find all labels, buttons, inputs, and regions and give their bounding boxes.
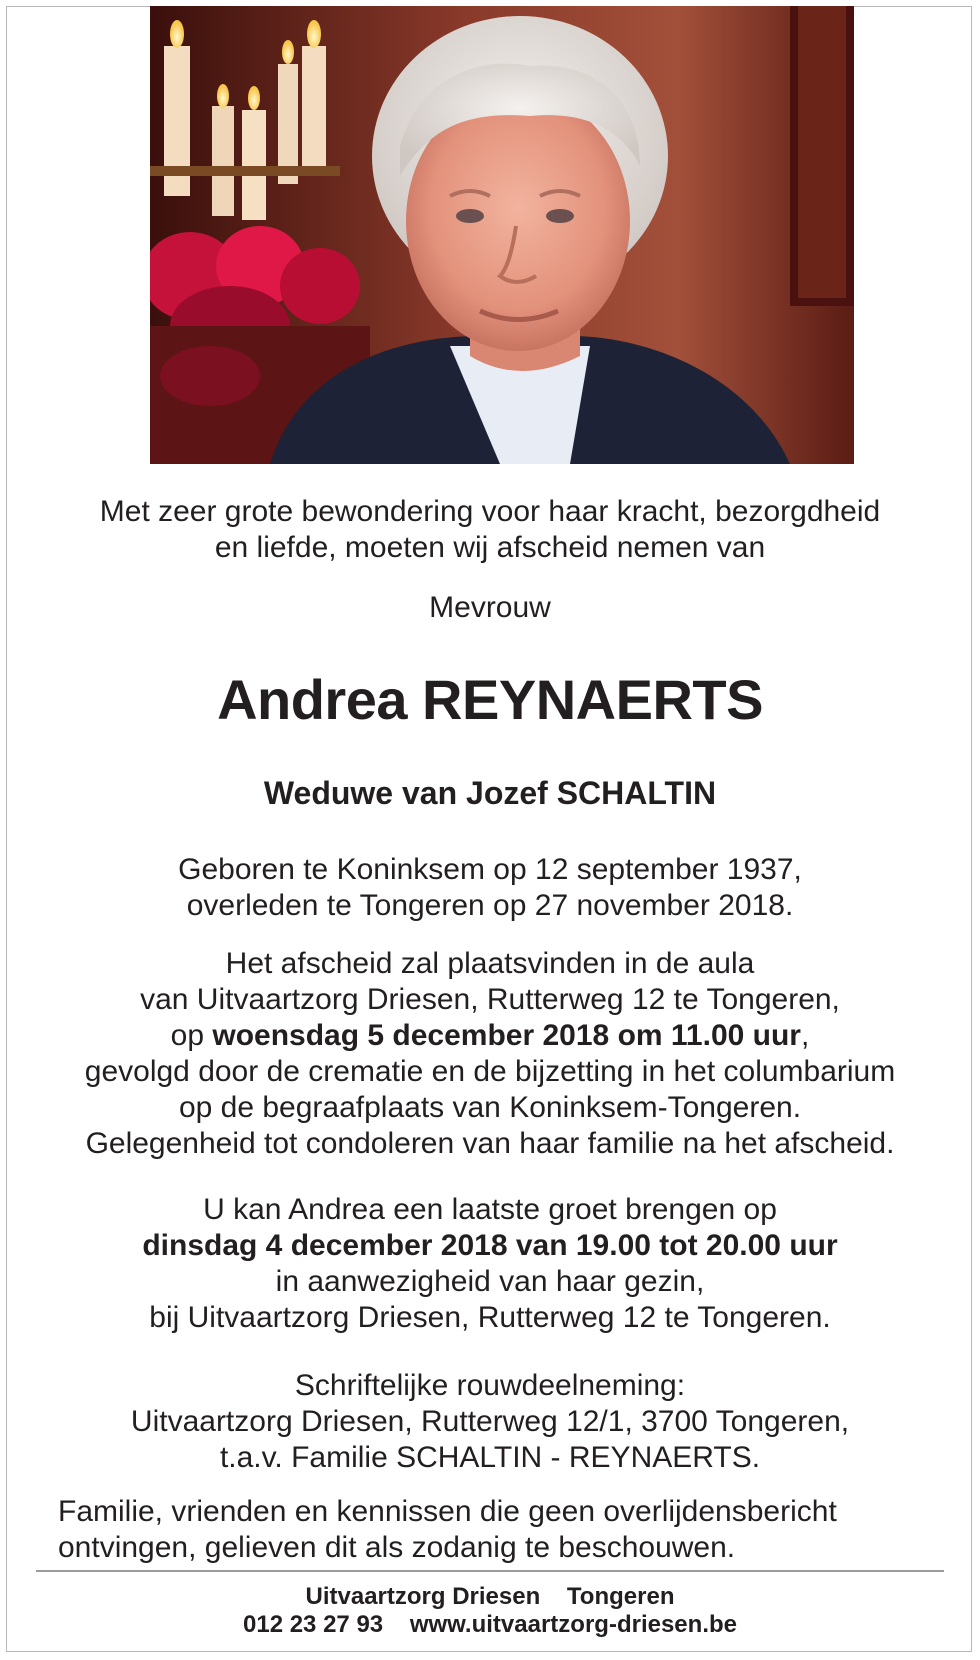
footer-line-1 — [0, 1583, 980, 1611]
condolence-line-3: t.a.v. Familie SCHALTIN - REYNAERTS. — [219, 1441, 761, 1474]
notice-line-1: Familie, vrienden en kennissen die geen overlijdensbericht — [58, 1495, 837, 1528]
ceremony-date: woensdag 5 december 2018 om 11.00 uur — [212, 1019, 801, 1052]
ceremony-line-1: Het afscheid zal plaatsvinden in de aula — [225, 947, 755, 980]
ceremony-line-4: gevolgd door de crematie en de bijzetting in het columbarium — [84, 1055, 896, 1088]
ceremony-line-3: op woensdag 5 december 2018 om 11.00 uur, — [170, 1019, 810, 1052]
intro-line-1: Met zeer grote bewondering voor haar kracht, bezorgdheid — [99, 495, 881, 528]
footer-phone: 012 23 27 93 — [243, 1611, 384, 1638]
portrait-photo — [150, 6, 854, 464]
footer-website: www.uitvaartzorg-driesen.be — [409, 1611, 737, 1638]
visit-line-4: bij Uitvaartzorg Driesen, Rutterweg 12 te Tongeren. — [149, 1301, 831, 1334]
footer-city: Tongeren — [566, 1583, 675, 1610]
death-line: overleden te Tongeren op 27 november 2018. — [186, 889, 794, 922]
visit-line-1: U kan Andrea een laatste groet brengen op — [203, 1193, 777, 1226]
condolence-line-1: Schriftelijke rouwdeelneming: — [294, 1369, 686, 1402]
visit-line-3: in aanwezigheid van haar gezin, — [275, 1265, 705, 1298]
honorific: Mevrouw — [429, 591, 551, 624]
ceremony-line-2: van Uitvaartzorg Driesen, Rutterweg 12 te Tongeren, — [140, 983, 840, 1016]
ceremony-line-5: op de begraafplaats van Koninksem-Tongeren. — [178, 1091, 802, 1124]
notice-line-2: ontvingen, gelieven dit als zodanig te beschouwen. — [58, 1531, 736, 1564]
footer-company: Uitvaartzorg Driesen — [305, 1583, 541, 1610]
widow-of: Weduwe van Jozef SCHALTIN — [263, 775, 717, 811]
footer-divider — [36, 1570, 944, 1572]
birth-line: Geboren te Koninksem op 12 september 1937, — [178, 853, 802, 886]
visit-date: dinsdag 4 december 2018 van 19.00 tot 20.00 uur — [142, 1229, 838, 1262]
ceremony-line-6: Gelegenheid tot condoleren van haar familie na het afscheid. — [85, 1127, 895, 1160]
footer-line-2 — [0, 1611, 980, 1639]
intro-line-2: en liefde, moeten wij afscheid nemen van — [214, 531, 766, 564]
condolence-line-2: Uitvaartzorg Driesen, Rutterweg 12/1, 3700 Tongeren, — [130, 1405, 850, 1438]
deceased-name: Andrea REYNAERTS — [217, 668, 763, 731]
